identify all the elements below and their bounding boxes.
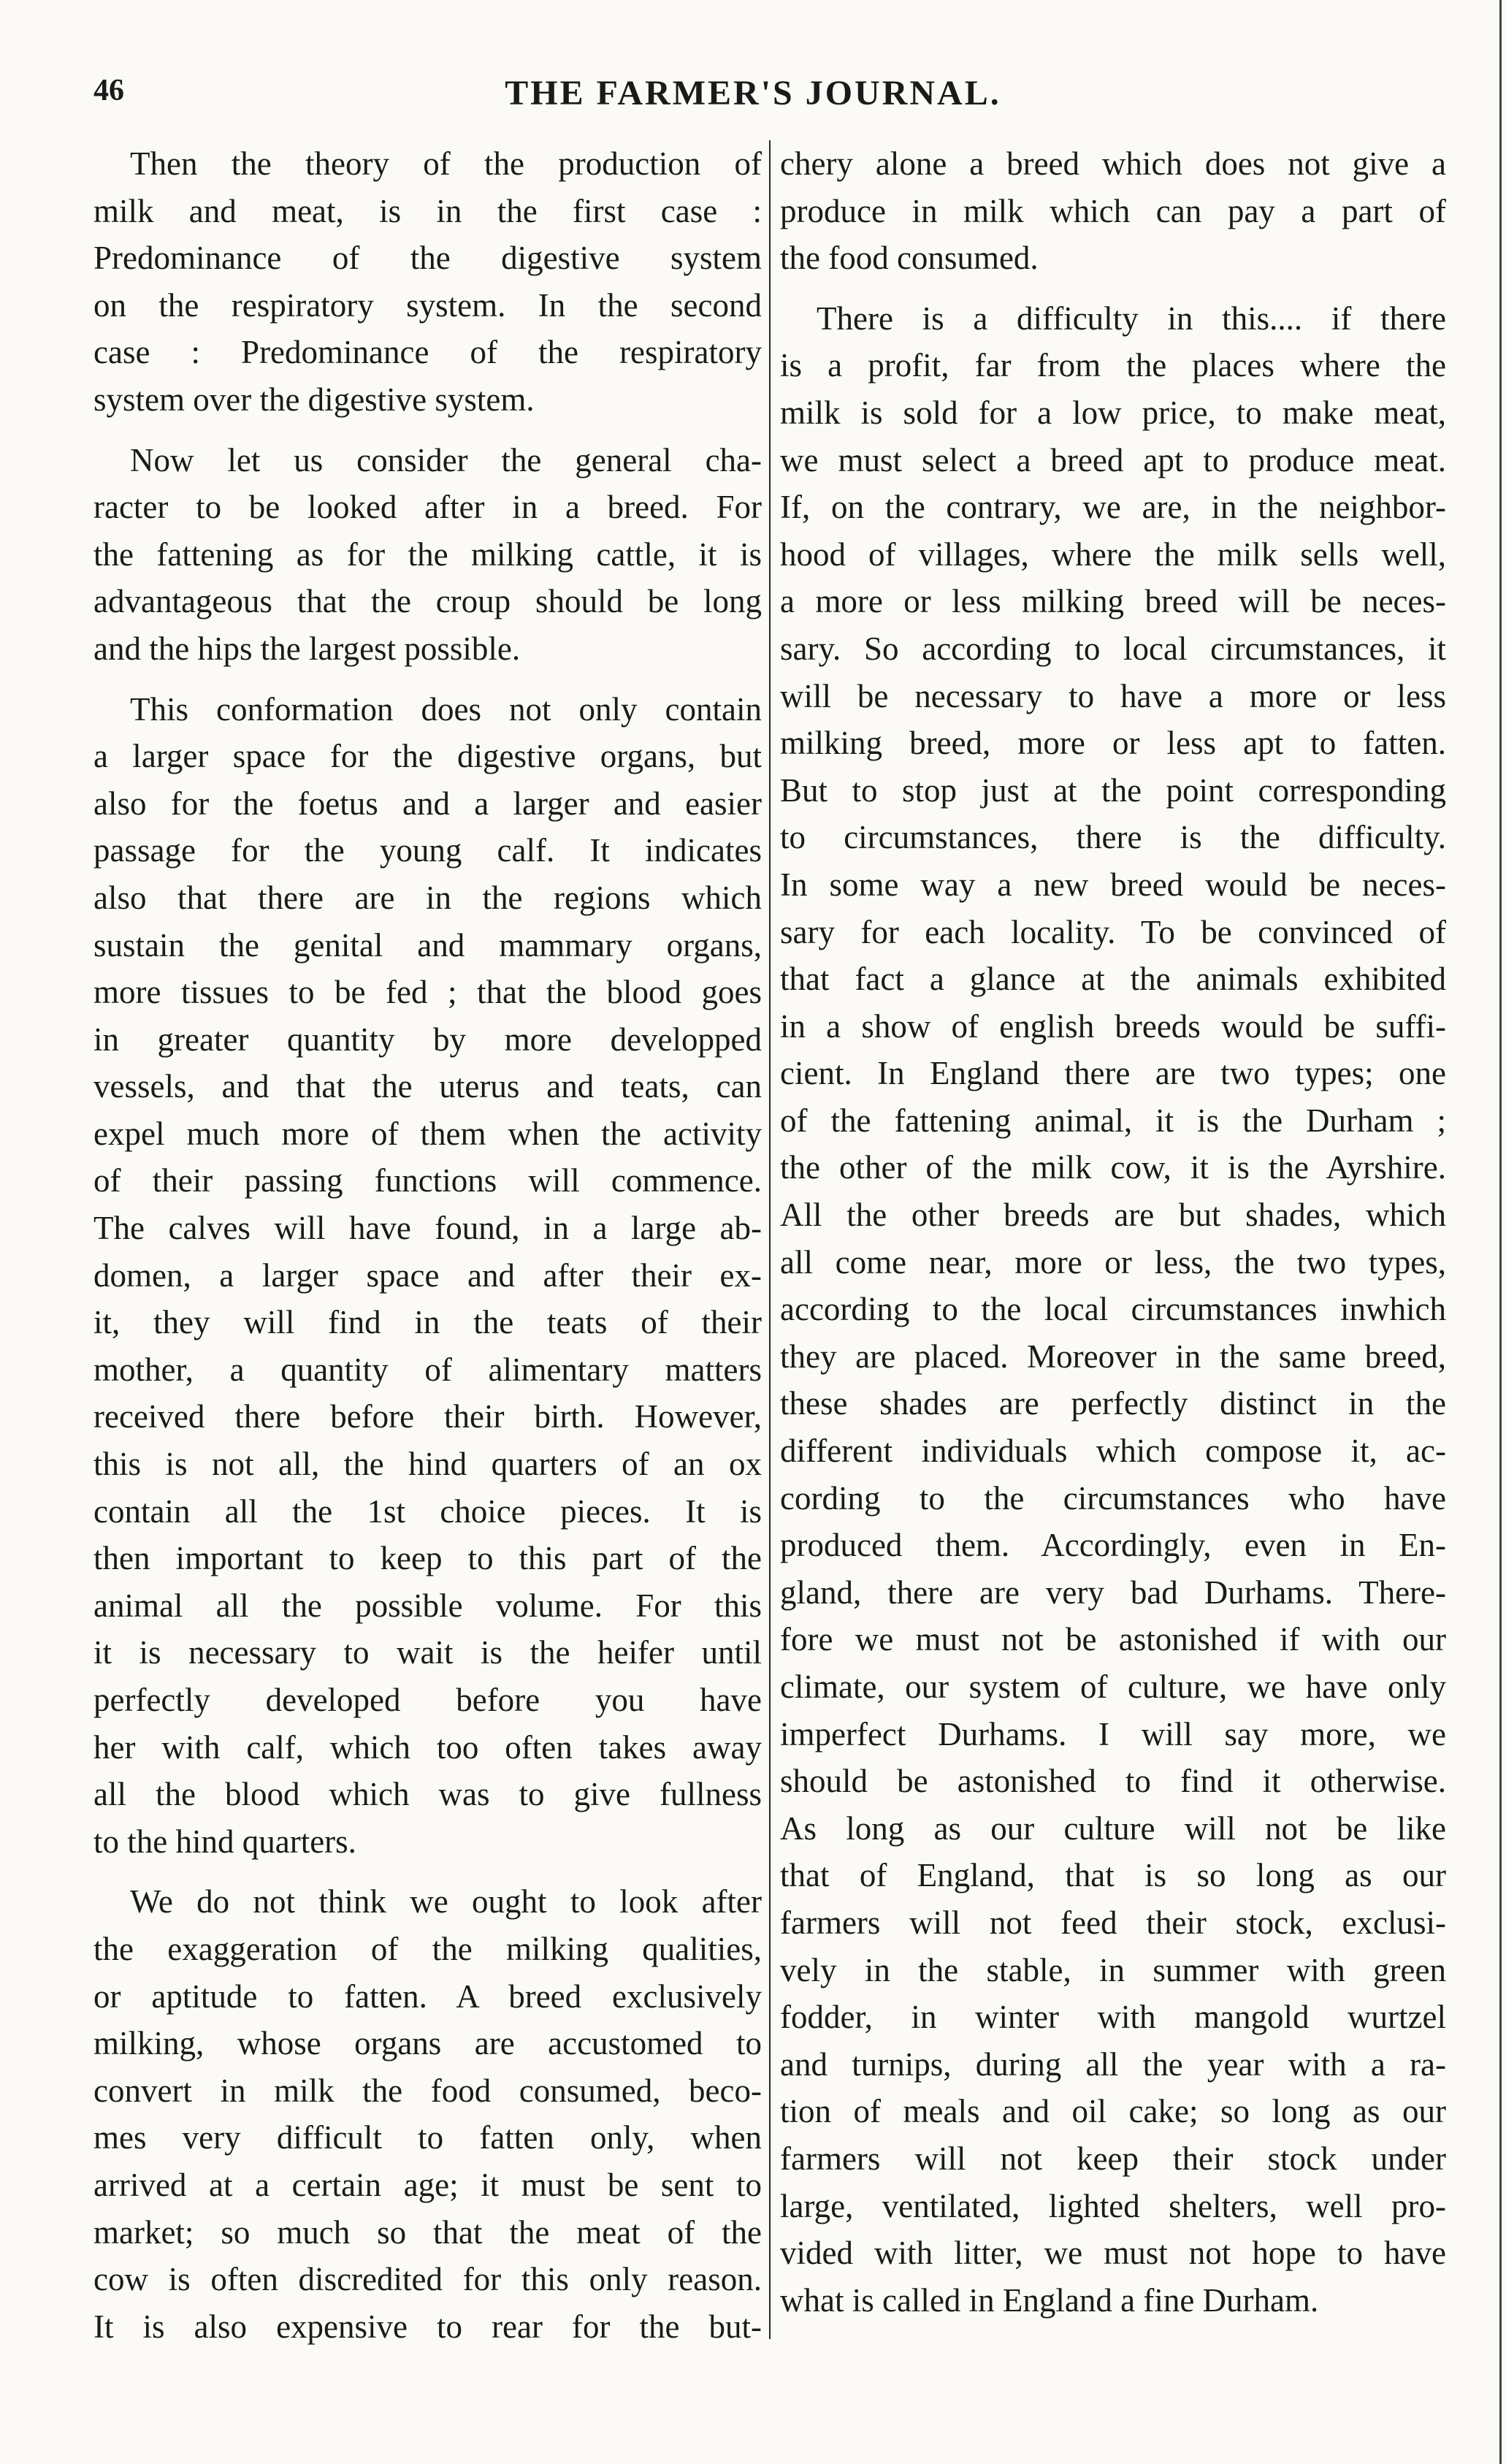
text-line: expel much more of them when the activity (93, 1115, 762, 1152)
text-line: to the hind quarters. (93, 1823, 356, 1860)
text-line: tion of meals and oil cake; so long as our (780, 2093, 1446, 2130)
text-line: more tissues to be fed ; that the blood goes (93, 974, 762, 1011)
text-line: farmers will not feed their stock, exclusi- (780, 1904, 1446, 1941)
text-line: her with calf, which too often takes away (93, 1728, 762, 1766)
text-line: a more or less milking breed will be neces- (780, 583, 1446, 620)
text-line: on the respiratory system. In the second (93, 286, 762, 324)
text-line: and the hips the largest possible. (93, 630, 521, 667)
text-line: Now let us consider the general cha- (130, 441, 762, 478)
text-line: will be necessary to have a more or less (780, 677, 1446, 714)
text-line: vely in the stable, in summer with green (780, 1951, 1446, 1988)
text-line: chery alone a breed which does not give a (780, 145, 1446, 182)
journal-title: THE FARMER'S JOURNAL. (505, 74, 1001, 112)
text-line: market; so much so that the meat of the (93, 2213, 762, 2251)
text-line: racter to be looked after in a breed. For (93, 489, 762, 526)
text-line: the fattening as for the milking cattle, it is (93, 535, 762, 573)
text-line: animal all the possible volume. For this (93, 1587, 762, 1624)
text-line: or aptitude to fatten. A breed exclusively (93, 1977, 762, 2015)
text-line: large, ventilated, lighted shelters, well pro- (780, 2187, 1446, 2224)
text-line: vessels, and that the uterus and teats, can (93, 1068, 762, 1105)
text-line: in a show of english breeds would be suffi- (780, 1007, 1446, 1045)
text-line: cording to the circumstances who have (780, 1479, 1446, 1517)
text-line: should be astonished to find it otherwise. (780, 1763, 1446, 1800)
paragraph (780, 140, 1446, 282)
text-line: This conformation does not only contain (130, 690, 762, 728)
page-number: 46 (93, 74, 124, 107)
text-line: hood of villages, where the milk sells well, (780, 535, 1446, 573)
text-line: fodder, in winter with mangold wurtzel (780, 1999, 1446, 2036)
text-line: is a profit, far from the places where the (780, 347, 1446, 384)
text-line: climate, our system of culture, we have only (780, 1668, 1446, 1705)
text-line: passage for the young calf. It indicates (93, 832, 762, 869)
text-line: these shades are perfectly distinct in the (780, 1385, 1446, 1422)
text-line: it, they will find in the teats of their (93, 1304, 762, 1341)
right-column (780, 140, 1446, 2337)
text-line: All the other breeds are but shades, which (780, 1197, 1446, 1234)
text-line: milking breed, more or less apt to fatten. (780, 725, 1446, 762)
text-line: As long as our culture will not be like (780, 1809, 1446, 1847)
page-edge-line (1499, 0, 1502, 2464)
text-line: vided with litter, we must not hope to have (780, 2235, 1446, 2272)
text-line: imperfect Durhams. I will say more, we (780, 1715, 1446, 1752)
text-line: the other of the milk cow, it is the Ayrshire. (780, 1149, 1446, 1186)
text-line: the food consumed. (780, 240, 1039, 277)
text-line: it is necessary to wait is the heifer until (93, 1634, 762, 1671)
text-line: produced them. Accordingly, even in En- (780, 1527, 1446, 1564)
text-line: then important to keep to this part of the (93, 1540, 762, 1577)
text-line: There is a difficulty in this.... if there (817, 300, 1446, 337)
paragraph (93, 437, 762, 673)
text-line: to circumstances, there is the difficulty. (780, 819, 1446, 856)
text-line: cient. In England there are two types; one (780, 1055, 1446, 1092)
text-line: also that there are in the regions which (93, 879, 762, 916)
paragraph (93, 686, 762, 1866)
text-line: But to stop just at the point corresponding (780, 771, 1446, 809)
text-line: received there before their birth. However, (93, 1398, 762, 1435)
text-line: also for the foetus and a larger and easier (93, 785, 762, 822)
text-line: all come near, more or less, the two types, (780, 1243, 1446, 1281)
text-line: contain all the 1st choice pieces. It is (93, 1492, 762, 1530)
text-line: advantageous that the croup should be long (93, 583, 762, 620)
column-divider (769, 140, 771, 2339)
text-line: according to the local circumstances inwhich (780, 1291, 1446, 1328)
text-line: cow is often discredited for this only reason. (93, 2261, 762, 2298)
text-line: and turnips, during all the year with a ra- (780, 2045, 1446, 2083)
text-line: of their passing functions will commence. (93, 1162, 762, 1199)
text-line: sustain the genital and mammary organs, (93, 926, 762, 964)
text-line: Predominance of the digestive system (93, 240, 762, 277)
text-line: milking, whose organs are accustomed to (93, 2025, 762, 2062)
text-line: in greater quantity by more developped (93, 1021, 762, 1058)
text-line: perfectly developed before you have (93, 1682, 762, 1718)
text-line: milk and meat, is in the first case : (93, 192, 762, 229)
text-line: they are placed. Moreover in the same breed, (780, 1338, 1446, 1375)
text-line: what is called in England a fine Durham. (780, 2281, 1319, 2319)
text-line: Then the theory of the production of (130, 145, 762, 182)
text-line: farmers will not keep their stock under (780, 2140, 1446, 2177)
text-line: this is not all, the hind quarters of an ox (93, 1446, 762, 1483)
text-line: The calves will have found, in a large ab- (93, 1210, 762, 1247)
text-line: the exaggeration of the milking qualities, (93, 1930, 762, 1967)
text-line: arrived at a certain age; it must be sent to (93, 2166, 762, 2203)
text-line: If, on the contrary, we are, in the neighbor- (780, 489, 1446, 526)
text-line: produce in milk which can pay a part of (780, 192, 1446, 229)
text-line: of the fattening animal, it is the Durham ; (780, 1102, 1446, 1139)
text-line: sary for each locality. To be convinced of (780, 913, 1446, 950)
text-line: mother, a quantity of alimentary matters (93, 1351, 762, 1388)
text-line: system over the digestive system. (93, 381, 535, 418)
text-line: all the blood which was to give fullness (93, 1776, 762, 1813)
text-line: We do not think we ought to look after (130, 1883, 762, 1921)
paragraph (780, 295, 1446, 2324)
text-line: that fact a glance at the animals exhibited (780, 961, 1446, 998)
text-line: In some way a new breed would be neces- (780, 866, 1446, 903)
text-line: It is also expensive to rear for the but- (93, 2308, 762, 2345)
text-line: convert in milk the food consumed, beco- (93, 2072, 762, 2109)
text-line: milk is sold for a low price, to make meat, (780, 394, 1446, 431)
paragraph (93, 140, 762, 424)
text-line: a larger space for the digestive organs, but (93, 738, 762, 775)
text-line: case : Predominance of the respiratory (93, 334, 762, 371)
text-line: domen, a larger space and after their ex- (93, 1256, 762, 1294)
paragraph (93, 1878, 762, 2350)
text-line: we must select a breed apt to produce meat. (780, 441, 1446, 478)
text-line: gland, there are very bad Durhams. There- (780, 1574, 1446, 1611)
text-line: that of England, that is so long as our (780, 1857, 1446, 1894)
text-line: fore we must not be astonished if with our (780, 1621, 1446, 1658)
text-line: sary. So according to local circumstances, it (780, 630, 1446, 667)
left-column (93, 140, 762, 2363)
text-line: mes very difficult to fatten only, when (93, 2119, 762, 2156)
text-line: different individuals which compose it, ac- (780, 1433, 1446, 1470)
